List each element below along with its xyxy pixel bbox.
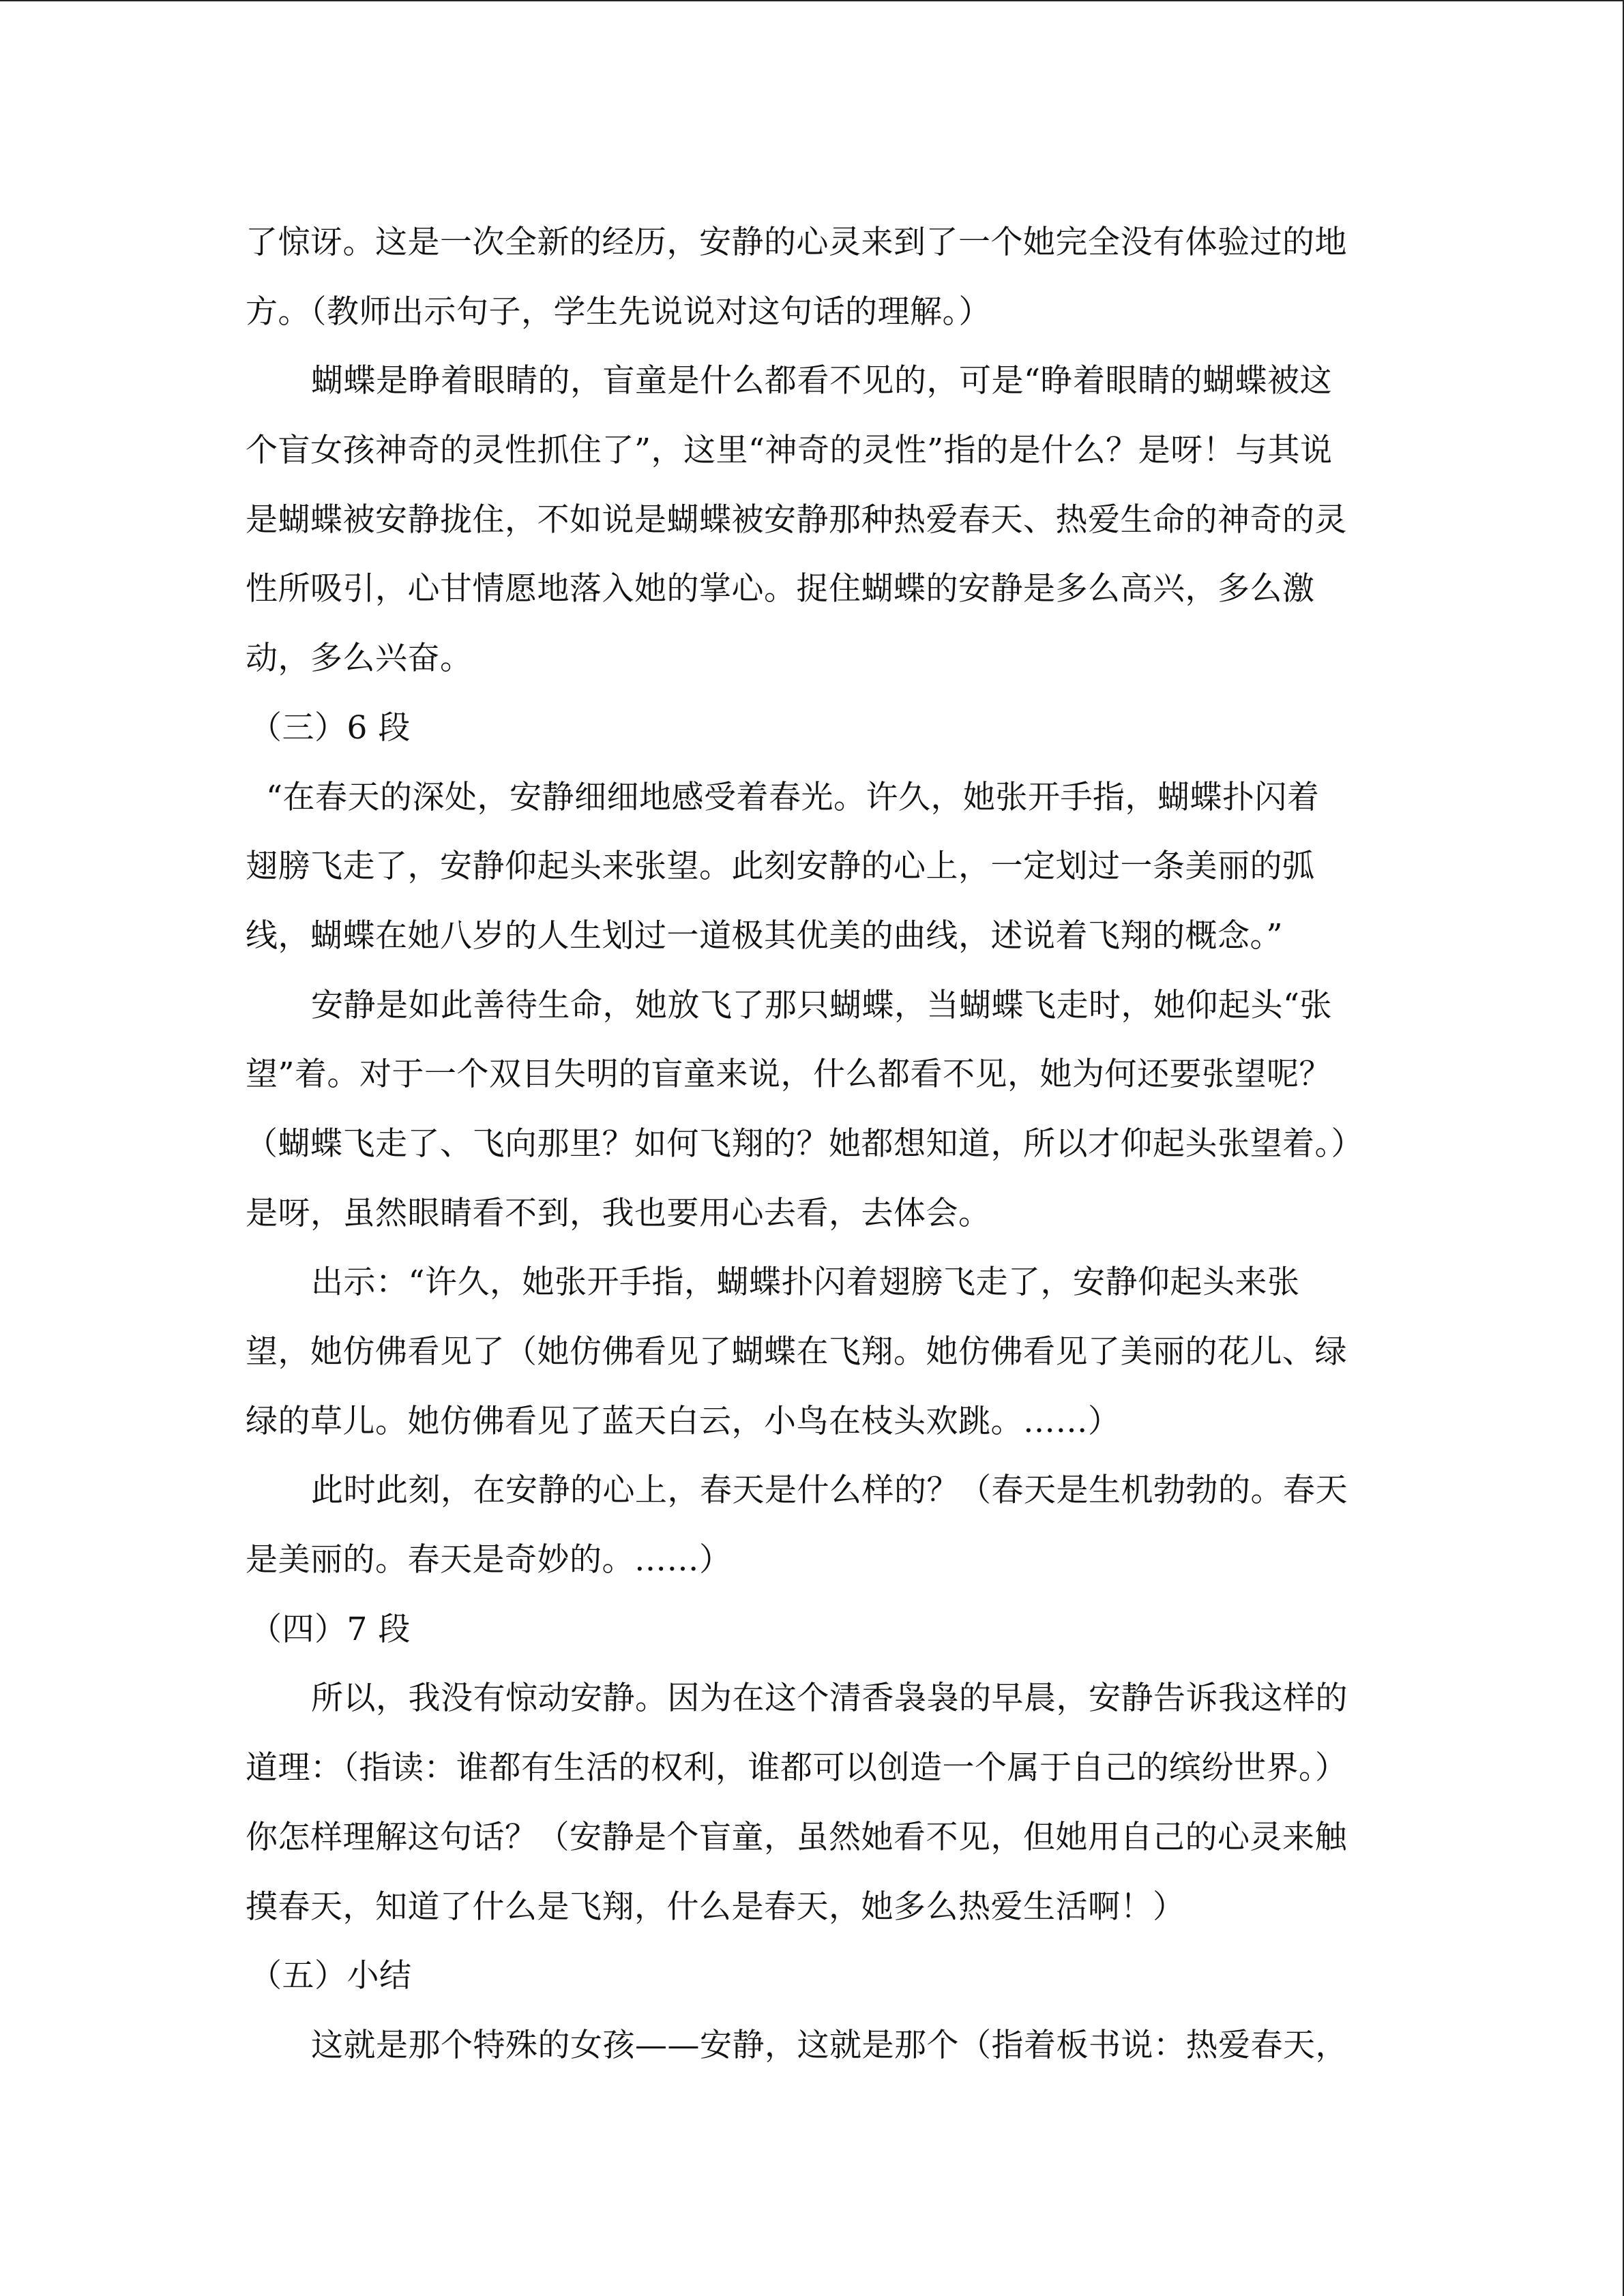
text-line: 线，蝴蝶在她八岁的人生划过一道极其优美的曲线，述说着飞翔的概念。”: [246, 916, 1284, 955]
paragraph-start: 所以，我没有惊动安静。因为在这个清香袅袅的早晨，安静告诉我这样的: [311, 1680, 1348, 1718]
paragraph-start: 出示：“许久，她张开手指，蝴蝶扑闪着翅膀飞走了，安静仰起头来张: [311, 1264, 1300, 1302]
document-body: [246, 208, 1364, 2081]
section-heading: （五）小结: [250, 1957, 412, 1995]
text-line: 了惊讶。这是一次全新的经历，安静的心灵来到了一个她完全没有体验过的地: [246, 224, 1347, 261]
text-line: （蝴蝶飞走了、飞向那里？如何飞翔的？她都想知道，所以才仰起头张望着。）: [246, 1124, 1363, 1163]
text-line: 道理：（指读：谁都有生活的权利，谁都可以创造一个属于自己的缤纷世界。）: [246, 1749, 1348, 1787]
paragraph-start: 这就是那个特殊的女孩——安静，这就是那个（指着板书说：热爱春天，: [311, 2026, 1348, 2064]
text-line: 你怎样理解这句话？（安静是个盲童，虽然她看不见，但她用自己的心灵来触: [246, 1818, 1347, 1856]
text-line: 望，她仿佛看见了（她仿佛看见了蝴蝶在飞翔。她仿佛看见了美丽的花儿、绿: [246, 1333, 1347, 1371]
text-line: 性所吸引，心甘情愿地落入她的掌心。捉住蝴蝶的安静是多么高兴，多么激: [246, 570, 1315, 608]
text-line: 是美丽的。春天是奇妙的。……）: [246, 1541, 732, 1579]
text-line: 是蝴蝶被安静拢住，不如说是蝴蝶被安静那种热爱春天、热爱生命的神奇的灵: [246, 501, 1347, 539]
text-line: 方。（教师出示句子，学生先说说对这句话的理解。）: [246, 293, 991, 331]
paragraph-start: 蝴蝶是睁着眼睛的，盲童是什么都看不见的，可是“睁着眼睛的蝴蝶被这: [311, 362, 1333, 400]
text-line: 望”着。对于一个双目失明的盲童来说，什么都看不见，她为何还要张望呢？: [246, 1056, 1332, 1094]
text-line: 个盲女孩神奇的灵性抓住了”，这里“神奇的灵性”指的是什么？是呀！与其说: [246, 432, 1333, 470]
text-line: 动，多么兴奋。: [246, 640, 473, 678]
text-line: 翅膀飞走了，安静仰起头来张望。此刻安静的心上，一定划过一条美丽的弧: [246, 848, 1315, 886]
paragraph-start: 此时此刻，在安静的心上，春天是什么样的？（春天是生机勃勃的。春天: [311, 1472, 1348, 1510]
text-line: 是呀，虽然眼睛看不到，我也要用心去看，去体会。: [246, 1194, 991, 1232]
paragraph-start: 安静是如此善待生命，她放飞了那只蝴蝶，当蝴蝶飞走时，她仰起头“张: [311, 986, 1333, 1024]
text-line: 摸春天，知道了什么是飞翔，什么是春天，她多么热爱生活啊！）: [246, 1888, 1185, 1926]
quote-start: “在春天的深处，安静细细地感受着春光。许久，她张开手指，蝴蝶扑闪着: [266, 778, 1320, 816]
section-heading: （四）7 段: [250, 1610, 411, 1648]
section-heading: （三）6 段: [250, 709, 411, 747]
page-top-border: [0, 0, 1624, 1]
text-line: 绿的草儿。她仿佛看见了蓝天白云，小鸟在枝头欢跳。……）: [246, 1402, 1121, 1440]
